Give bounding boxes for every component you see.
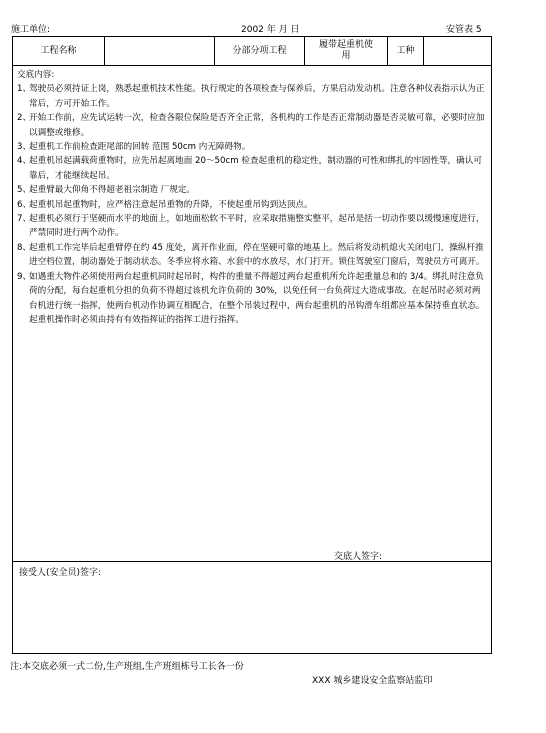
list-item [17, 270, 489, 328]
briefer-signature-label: 交底人签字: [334, 552, 383, 562]
content-title: 交底内容: [17, 70, 55, 80]
item-text: 起重机吊起重物时，应严格注意起吊重物的升降，不使起重吊钩到达顶点。 [29, 199, 313, 210]
project-name-value [105, 37, 215, 65]
list-item [17, 183, 489, 197]
list-item [17, 154, 489, 183]
item-text: 开始工作前，应先试运转一次，检查各限位保险是否齐全正常，各机构的工作是否正常制动器是否灵敏可靠，必要时应加以调整或维修。 [29, 113, 485, 138]
list-item [17, 212, 489, 241]
receiver-signature-label: 接受人(安全员)签字: [19, 568, 102, 578]
item-number: 4、 [17, 156, 32, 167]
item-text: 起重机必须行于坚硬而水平的地面上，如地面松软不平时，应采取措施整实整平，起吊是括一切动作要以缓慢速度进行，严禁同时进行两个动作。 [29, 214, 485, 239]
briefing-form [12, 36, 492, 654]
footer-note: 注:本交底必须一式二份,生产班组,生产班组栋号工长各一份 [10, 662, 244, 672]
list-item [17, 140, 489, 154]
list-item [17, 241, 489, 270]
item-text: 起重臂最大仰角不得超老祖宗制造 厂规定。 [29, 185, 196, 196]
item-text: 起重机工作前检查距尾部的回转 范围 50cm 内无障碍物。 [29, 142, 251, 153]
item-number: 1、 [17, 84, 32, 95]
item-text: 驾驶员必须持证上岗，熟悉起重机技术性能。执行规定的各项检查与保养后，方果启动发动机。注意各种仪表指示认为正常后，方可开始工作。 [29, 84, 485, 109]
sub-project-value: 履带起重机使用 [305, 37, 388, 65]
item-number: 6、 [17, 199, 32, 210]
item-number: 8、 [17, 242, 32, 253]
supervision-stamp: XXX 城乡建设安全监察站监印 [312, 676, 433, 686]
signature-divider [13, 561, 491, 562]
info-row [13, 37, 491, 66]
list-item [17, 198, 489, 212]
form-code: 安管表 5 [446, 25, 482, 35]
construction-unit-label: 施工单位: [11, 25, 51, 35]
item-text: 起重机工作完毕后起重臂停在约 45 度处，离开作业面，停在坚硬可靠的地基上。然后将发动机熄火关闭电门，操纵杆推进空档位置，制动器处于制动状态。冬季应将水箱、水套中的水放尽，水门打开。锁住驾驶室门窗后，驾驶员方可离开。 [29, 242, 485, 268]
list-item [17, 82, 489, 111]
item-number: 2、 [17, 113, 32, 124]
work-type-value [424, 37, 493, 65]
item-number: 5、 [17, 185, 32, 196]
date-label: 2002 年 月 日 [241, 25, 300, 35]
sub-project-label: 分部分项工程 [215, 37, 305, 65]
work-type-label: 工种 [388, 37, 424, 65]
item-number: 3、 [17, 142, 32, 153]
project-name-label: 工程名称 [13, 37, 105, 65]
item-number: 9、 [17, 271, 32, 282]
item-text: 起重机吊起满载荷重物时，应先吊起离地面 20～50cm 检查起重机的稳定性，制动器的可性和绑扎的牢固性等，确认可靠后，才能继续起吊。 [29, 156, 482, 181]
list-item [17, 111, 489, 140]
briefing-content [17, 68, 489, 327]
item-text: 如遇重大物件必须使用两台起重机同时起吊时，构件的重量不得超过两台起重机所允许起重量总和的 3/4。绑扎时注意负荷的分配，每台起重机分担的负荷不得超过该机允许负荷的 30%，以免任何一台负荷过大造成事故。在起吊时必须对两台机进行统一指挥，使两台机动作协调互相配合，在整个吊装过程中，两台起重机的吊钩滑车组都应基本保持垂直状态。起重机操作时必须由持有有效指挥证的指挥工进行指挥。 [29, 271, 485, 325]
item-number: 7、 [17, 214, 32, 225]
